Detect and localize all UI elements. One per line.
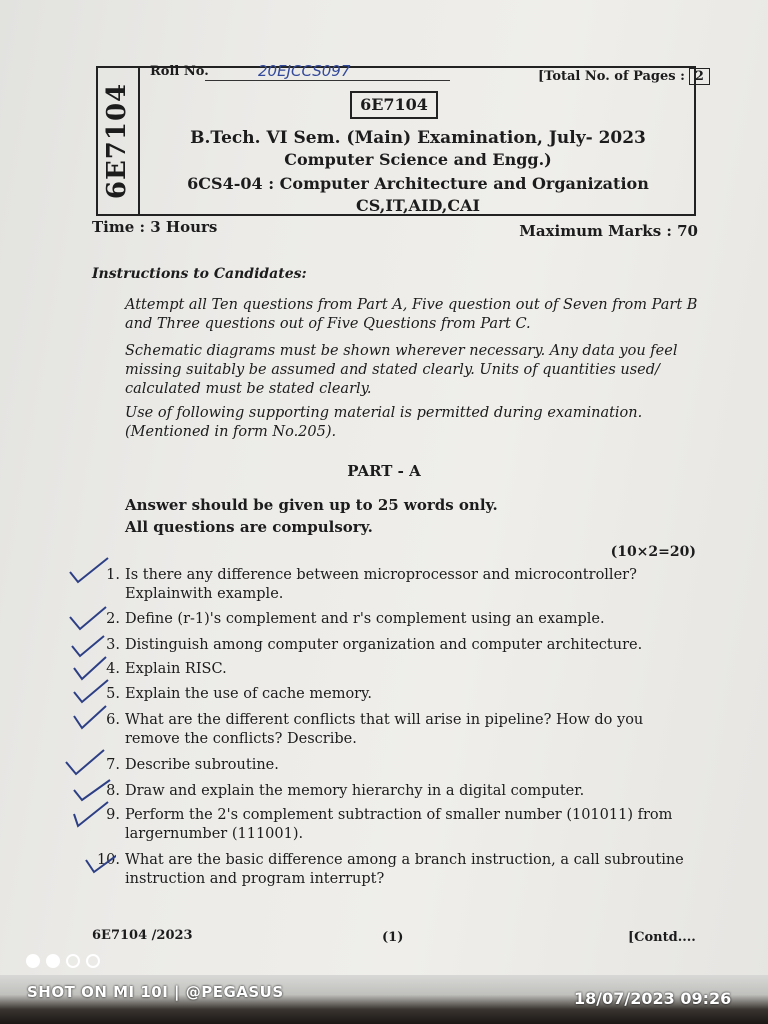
total-pages <box>538 68 710 85</box>
instruction-paragraph: Use of following supporting material is permitted during examination. (Mentioned in form No.205). <box>125 405 643 440</box>
exam-title: B.Tech. VI Sem. (Main) Examination, July- 2023 <box>190 128 646 148</box>
question-number: 7. <box>106 757 120 773</box>
question-text: Describe subroutine. <box>125 757 279 773</box>
question-number: 6. <box>106 712 120 728</box>
question-text: Is there any difference between microprocessor and microcontroller? Explainwith example. <box>125 567 637 602</box>
question-number: 2. <box>106 611 120 627</box>
time-label: Time : 3 Hours <box>92 218 218 236</box>
question-number: 5. <box>106 686 120 702</box>
question-text: Explain RISC. <box>125 661 227 677</box>
question-text: Explain the use of cache memory. <box>125 686 372 702</box>
checkmark-icon <box>64 702 116 732</box>
branch-name: Computer Science and Engg.) <box>284 150 552 169</box>
photo-timestamp: 18/07/2023 09:26 <box>574 989 732 1008</box>
question-number: 1. <box>106 567 120 583</box>
total-pages-value: 2 <box>689 68 710 85</box>
roll-underline <box>205 80 450 81</box>
footer-page-number: (1) <box>382 930 404 945</box>
instruction-paragraph: Schematic diagrams must be shown wherever necessary. Any data you feel missing suitably be assumed and stated clearly. Units of quantities used/ calculated must be stated clearly. <box>125 343 678 397</box>
part-a-marks: (10×2=20) <box>610 544 696 560</box>
roll-number-handwritten: 20EJCCS097 <box>258 62 351 80</box>
question-text: Distinguish among computer organization and computer architecture. <box>125 637 643 653</box>
question-number: 10. <box>96 852 120 868</box>
question-text: Define (r-1)'s complement and r's complement using an example. <box>125 611 605 627</box>
question-text: What are the basic difference among a branch instruction, a call subroutine instruction and program interrupt? <box>125 852 684 887</box>
footer-paper-code: 6E7104 /2023 <box>92 928 193 943</box>
side-paper-code <box>96 66 140 216</box>
footer-continued: [Contd.... <box>628 930 696 945</box>
question-number: 3. <box>106 637 120 653</box>
paper-code: 6E7104 <box>350 91 438 119</box>
checkmark-icon <box>64 846 116 876</box>
question-number: 8. <box>106 783 120 799</box>
dot-icon <box>46 954 60 968</box>
instruction-paragraph: Attempt all Ten questions from Part A, Five question out of Seven from Part B and Three questions out of Five Questions from Part C. <box>125 297 698 332</box>
time-marks-row <box>92 218 698 240</box>
part-a-title: PART - A <box>347 462 421 480</box>
total-pages-label: [Total No. of Pages : <box>538 69 685 84</box>
dot-icon <box>86 954 100 968</box>
max-marks-label: Maximum Marks : 70 <box>519 222 698 240</box>
part-a-compulsory: All questions are compulsory. <box>125 518 373 536</box>
subject-title: 6CS4-04 : Computer Architecture and Organization <box>187 174 649 193</box>
part-a-word-limit: Answer should be given up to 25 words only. <box>125 496 498 514</box>
question-number: 4. <box>106 661 120 677</box>
question-number: 9. <box>106 807 120 823</box>
side-paper-code-text: 6E7104 <box>102 82 132 200</box>
camera-watermark: SHOT ON MI 10I | @PEGASUS <box>27 983 284 1001</box>
checkmark-icon <box>64 603 116 633</box>
roll-label: Roll No. <box>150 64 209 79</box>
checkmark-icon <box>64 556 116 586</box>
question-text: What are the different conflicts that will arise in pipeline? How do you remove the conflicts? Describe. <box>125 712 644 747</box>
camera-watermark-dots <box>26 954 100 968</box>
checkmark-icon <box>64 800 116 830</box>
question-text: Draw and explain the memory hierarchy in a digital computer. <box>125 783 585 799</box>
dot-icon <box>66 954 80 968</box>
question-text: Perform the 2's complement subtraction of smaller number (101011) from largernumber (111001). <box>125 807 673 842</box>
instructions-title: Instructions to Candidates: <box>92 266 307 282</box>
streams: CS,IT,AID,CAI <box>356 196 480 215</box>
dot-icon <box>26 954 40 968</box>
